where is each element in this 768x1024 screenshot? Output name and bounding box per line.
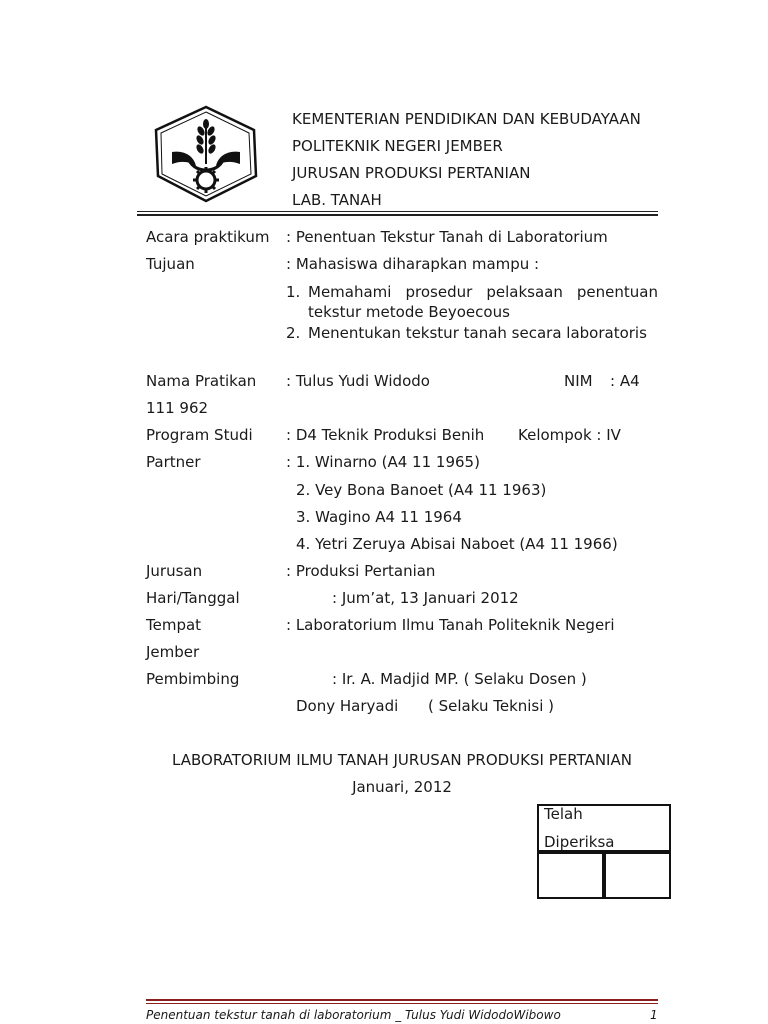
nama-value: : Tulus Yudi Widodo [286, 372, 430, 390]
header-lab: LAB. TANAH [292, 191, 382, 209]
prodi-label: Program Studi [146, 426, 253, 444]
header-rule-thick [137, 214, 658, 216]
footer-rule-thin [146, 1003, 658, 1004]
checked-label-line1: Telah [544, 805, 583, 823]
pembimbing-technician-role: ( Selaku Teknisi ) [428, 697, 555, 715]
acara-value: : Penentuan Tekstur Tanah di Laboratorium [286, 228, 608, 246]
polije-logo [150, 104, 262, 204]
tujuan-item-text: Memahami prosedur pelaksaan penentuan [308, 283, 658, 301]
tempat-continuation: Jember [146, 643, 200, 661]
kelompok-value: Kelompok : IV [518, 426, 621, 444]
partner-item: 2. Vey Bona Banoet (A4 11 1963) [296, 481, 547, 499]
tempat-value: : Laboratorium Ilmu Tanah Politeknik Negeri [286, 616, 615, 634]
prodi-value: : D4 Teknik Produksi Benih [286, 426, 485, 444]
tujuan-item-number: 1. [286, 283, 301, 301]
partner-item: 4. Yetri Zeruya Abisai Naboet (A4 11 1966) [296, 535, 618, 553]
nim-label: NIM [564, 372, 593, 390]
jurusan-label: Jurusan [146, 562, 203, 580]
page-number: 1 [650, 1008, 658, 1022]
header-institution: POLITEKNIK NEGERI JEMBER [292, 137, 503, 155]
acara-label: Acara praktikum [146, 228, 270, 246]
header-ministry: KEMENTERIAN PENDIDIKAN DAN KEBUDAYAAN [292, 110, 641, 128]
tujuan-value: : Mahasiswa diharapkan mampu : [286, 255, 540, 273]
nim-continuation: 111 962 [146, 399, 209, 417]
nim-value: : A4 [610, 372, 640, 390]
hari-value: : Jum’at, 13 Januari 2012 [332, 589, 519, 607]
closing-date: Januari, 2012 [352, 778, 452, 796]
tujuan-item-number: 2. [286, 324, 301, 342]
jurusan-value: : Produksi Pertanian [286, 562, 436, 580]
header-rule-thin [137, 211, 658, 212]
tujuan-item-continuation: tekstur metode Beyoecous [308, 303, 510, 321]
header-department: JURUSAN PRODUKSI PERTANIAN [292, 164, 531, 182]
footer-rule-thick [146, 999, 658, 1001]
pembimbing-technician-name: Dony Haryadi [296, 697, 399, 715]
partner-item: : 1. Winarno (A4 11 1965) [286, 453, 480, 471]
signature-cell [537, 850, 606, 899]
hari-label: Hari/Tanggal [146, 589, 240, 607]
signature-cell [602, 850, 671, 899]
partner-label: Partner [146, 453, 201, 471]
pembimbing-label: Pembimbing [146, 670, 240, 688]
footer-text: Penentuan tekstur tanah di laboratorium _ Tulus Yudi WidodoWibowo [146, 1008, 561, 1022]
checked-label-line2: Diperiksa [544, 833, 615, 851]
pembimbing-lecturer: : Ir. A. Madjid MP. ( Selaku Dosen ) [332, 670, 587, 688]
closing-lab: LABORATORIUM ILMU TANAH JURUSAN PRODUKSI PERTANIAN [172, 751, 632, 769]
tempat-label: Tempat [146, 616, 202, 634]
tujuan-item-text: Menentukan tekstur tanah secara laboratoris [308, 324, 647, 342]
nama-label: Nama Pratikan [146, 372, 257, 390]
partner-item: 3. Wagino A4 11 1964 [296, 508, 462, 526]
tujuan-label: Tujuan [146, 255, 195, 273]
